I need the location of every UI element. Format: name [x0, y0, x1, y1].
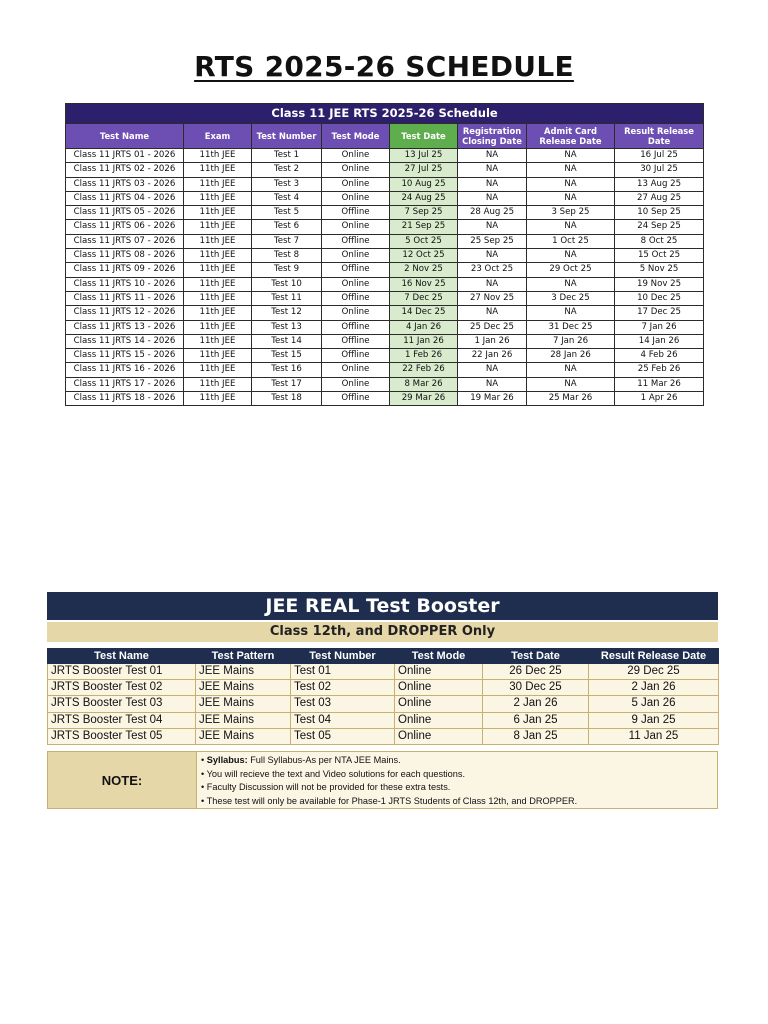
- table-cell: 3 Sep 25: [527, 206, 615, 220]
- table-cell: Online: [322, 306, 390, 320]
- booster-subtitle: Class 12th, and DROPPER Only: [47, 622, 718, 642]
- table-cell: 11th JEE: [184, 320, 252, 334]
- table-row: [66, 334, 704, 348]
- table-cell: Online: [322, 177, 390, 191]
- table-cell: 25 Mar 26: [527, 392, 615, 406]
- table-cell: JEE Mains: [196, 728, 291, 744]
- table-row: [48, 696, 719, 712]
- table-cell: 11th JEE: [184, 363, 252, 377]
- table-row: [66, 163, 704, 177]
- table-cell: 24 Sep 25: [615, 220, 704, 234]
- table-cell: 11th JEE: [184, 206, 252, 220]
- table-cell: Test 02: [291, 680, 395, 696]
- table-cell: 27 Aug 25: [615, 191, 704, 205]
- table-row: [66, 249, 704, 263]
- table-row: [66, 306, 704, 320]
- table-cell: NA: [458, 306, 527, 320]
- table-cell: 3 Dec 25: [527, 291, 615, 305]
- table-row: [66, 291, 704, 305]
- table-cell: 25 Feb 26: [615, 363, 704, 377]
- table-cell: 8 Mar 26: [390, 377, 458, 391]
- table-cell: Class 11 JRTS 03 - 2026: [66, 177, 184, 191]
- table-cell: Class 11 JRTS 06 - 2026: [66, 220, 184, 234]
- table-cell: Online: [322, 363, 390, 377]
- table-cell: Online: [395, 664, 483, 680]
- table-cell: 5 Oct 25: [390, 234, 458, 248]
- table-row: [66, 392, 704, 406]
- table-cell: Online: [322, 220, 390, 234]
- table-cell: Class 11 JRTS 15 - 2026: [66, 349, 184, 363]
- table-row: [66, 363, 704, 377]
- table-cell: 11th JEE: [184, 220, 252, 234]
- table-row: [48, 680, 719, 696]
- table-cell: NA: [527, 277, 615, 291]
- table-cell: Offline: [322, 334, 390, 348]
- table-cell: 16 Jul 25: [615, 149, 704, 163]
- booster-header-cell: Test Pattern: [196, 649, 291, 664]
- table-cell: Test 5: [252, 206, 322, 220]
- table-cell: Online: [322, 191, 390, 205]
- table-cell: 6 Jan 25: [483, 712, 589, 728]
- table-cell: 13 Jul 25: [390, 149, 458, 163]
- table-cell: 31 Dec 25: [527, 320, 615, 334]
- table-cell: Test 1: [252, 149, 322, 163]
- table-cell: 10 Dec 25: [615, 291, 704, 305]
- table-cell: NA: [527, 177, 615, 191]
- table-row: [66, 191, 704, 205]
- table-cell: 14 Dec 25: [390, 306, 458, 320]
- schedule-header-cell: Registration Closing Date: [458, 124, 527, 149]
- table-cell: Class 11 JRTS 13 - 2026: [66, 320, 184, 334]
- note-syllabus-label: Syllabus:: [206, 755, 248, 766]
- table-cell: NA: [458, 149, 527, 163]
- note-body: [197, 752, 717, 808]
- table-cell: Test 4: [252, 191, 322, 205]
- note-line-text: These test will only be available for Phase-1 JRTS Students of Class 12th, and DROPPER.: [206, 795, 578, 806]
- table-cell: Class 11 JRTS 07 - 2026: [66, 234, 184, 248]
- table-cell: 28 Jan 26: [527, 349, 615, 363]
- table-cell: Class 11 JRTS 08 - 2026: [66, 249, 184, 263]
- table-cell: 7 Jan 26: [527, 334, 615, 348]
- table-cell: NA: [458, 377, 527, 391]
- table-cell: 25 Sep 25: [458, 234, 527, 248]
- table-cell: 11th JEE: [184, 349, 252, 363]
- table-row: [48, 712, 719, 728]
- table-cell: 2 Jan 26: [483, 696, 589, 712]
- table-cell: JEE Mains: [196, 696, 291, 712]
- table-cell: 11th JEE: [184, 392, 252, 406]
- table-cell: 1 Oct 25: [527, 234, 615, 248]
- table-cell: 12 Oct 25: [390, 249, 458, 263]
- table-cell: 26 Dec 25: [483, 664, 589, 680]
- table-cell: Test 9: [252, 263, 322, 277]
- schedule-header-cell: Test Date: [390, 124, 458, 149]
- table-cell: NA: [458, 249, 527, 263]
- table-row: [66, 349, 704, 363]
- table-cell: 10 Aug 25: [390, 177, 458, 191]
- booster-header-cell: Test Mode: [395, 649, 483, 664]
- table-cell: 19 Mar 26: [458, 392, 527, 406]
- table-cell: NA: [458, 177, 527, 191]
- table-cell: 11 Jan 25: [589, 728, 719, 744]
- booster-title: JEE REAL Test Booster: [47, 592, 718, 620]
- booster-header-cell: Result Release Date: [589, 649, 719, 664]
- table-cell: Class 11 JRTS 01 - 2026: [66, 149, 184, 163]
- table-row: [48, 664, 719, 680]
- page-title: RTS 2025-26 SCHEDULE: [194, 50, 574, 83]
- table-cell: 17 Dec 25: [615, 306, 704, 320]
- table-cell: Class 11 JRTS 02 - 2026: [66, 163, 184, 177]
- table-cell: Offline: [322, 291, 390, 305]
- table-cell: Test 14: [252, 334, 322, 348]
- table-cell: 15 Oct 25: [615, 249, 704, 263]
- table-cell: 22 Jan 26: [458, 349, 527, 363]
- table-cell: 11th JEE: [184, 234, 252, 248]
- table-cell: Test 01: [291, 664, 395, 680]
- note-line-text: You will recieve the text and Video solutions for each questions.: [206, 768, 466, 779]
- table-cell: Online: [395, 696, 483, 712]
- schedule-header-cell: Test Number: [252, 124, 322, 149]
- table-cell: Online: [322, 277, 390, 291]
- table-cell: 5 Nov 25: [615, 263, 704, 277]
- note-line: • You will recieve the text and Video solutions for each questions.: [201, 768, 466, 779]
- table-cell: 11th JEE: [184, 334, 252, 348]
- table-row: [66, 177, 704, 191]
- table-cell: NA: [458, 191, 527, 205]
- table-cell: Offline: [322, 392, 390, 406]
- table-cell: 11th JEE: [184, 291, 252, 305]
- table-cell: Class 11 JRTS 09 - 2026: [66, 263, 184, 277]
- table-cell: 16 Nov 25: [390, 277, 458, 291]
- table-cell: NA: [527, 249, 615, 263]
- table-cell: Test 2: [252, 163, 322, 177]
- table-cell: Offline: [322, 234, 390, 248]
- table-cell: NA: [527, 306, 615, 320]
- table-cell: JRTS Booster Test 03: [48, 696, 196, 712]
- table-cell: Class 11 JRTS 16 - 2026: [66, 363, 184, 377]
- table-cell: Class 11 JRTS 10 - 2026: [66, 277, 184, 291]
- booster-section: [47, 592, 718, 809]
- table-cell: NA: [527, 363, 615, 377]
- table-cell: 11th JEE: [184, 249, 252, 263]
- table-cell: 7 Jan 26: [615, 320, 704, 334]
- table-cell: 24 Aug 25: [390, 191, 458, 205]
- table-row: [66, 149, 704, 163]
- table-cell: 11th JEE: [184, 377, 252, 391]
- table-cell: 8 Oct 25: [615, 234, 704, 248]
- table-cell: Test 7: [252, 234, 322, 248]
- table-cell: Offline: [322, 206, 390, 220]
- table-row: [66, 277, 704, 291]
- table-cell: Test 18: [252, 392, 322, 406]
- table-cell: 9 Jan 25: [589, 712, 719, 728]
- table-cell: NA: [458, 220, 527, 234]
- note-syllabus-line: • Syllabus: Full Syllabus-As per NTA JEE Mains.: [201, 755, 401, 766]
- table-cell: 27 Nov 25: [458, 291, 527, 305]
- table-cell: 8 Jan 25: [483, 728, 589, 744]
- table-cell: 28 Aug 25: [458, 206, 527, 220]
- table-row: [66, 220, 704, 234]
- table-cell: Test 16: [252, 363, 322, 377]
- table-cell: Test 6: [252, 220, 322, 234]
- table-cell: Class 11 JRTS 11 - 2026: [66, 291, 184, 305]
- table-cell: Test 03: [291, 696, 395, 712]
- table-cell: Class 11 JRTS 17 - 2026: [66, 377, 184, 391]
- table-cell: 11th JEE: [184, 163, 252, 177]
- table-cell: 13 Aug 25: [615, 177, 704, 191]
- table-cell: Online: [395, 680, 483, 696]
- table-cell: 11th JEE: [184, 277, 252, 291]
- table-cell: Test 10: [252, 277, 322, 291]
- table-cell: Online: [395, 728, 483, 744]
- table-cell: Test 13: [252, 320, 322, 334]
- table-cell: Class 11 JRTS 18 - 2026: [66, 392, 184, 406]
- table-cell: NA: [458, 363, 527, 377]
- table-cell: Online: [322, 163, 390, 177]
- schedule-header-cell: Test Name: [66, 124, 184, 149]
- table-cell: 22 Feb 26: [390, 363, 458, 377]
- table-row: [48, 728, 719, 744]
- schedule-header-cell: Exam: [184, 124, 252, 149]
- table-cell: Online: [322, 249, 390, 263]
- table-cell: 30 Dec 25: [483, 680, 589, 696]
- table-cell: NA: [527, 377, 615, 391]
- table-cell: JRTS Booster Test 04: [48, 712, 196, 728]
- table-cell: NA: [527, 149, 615, 163]
- table-cell: Class 11 JRTS 12 - 2026: [66, 306, 184, 320]
- table-cell: 11 Jan 26: [390, 334, 458, 348]
- table-cell: 11th JEE: [184, 177, 252, 191]
- table-cell: Online: [395, 712, 483, 728]
- table-cell: Test 17: [252, 377, 322, 391]
- table-row: [66, 234, 704, 248]
- table-cell: JRTS Booster Test 05: [48, 728, 196, 744]
- table-cell: Test 8: [252, 249, 322, 263]
- table-cell: 29 Oct 25: [527, 263, 615, 277]
- class11-schedule-table: [65, 103, 704, 406]
- table-cell: NA: [458, 277, 527, 291]
- table-cell: 29 Dec 25: [589, 664, 719, 680]
- table-cell: 7 Dec 25: [390, 291, 458, 305]
- table-cell: 23 Oct 25: [458, 263, 527, 277]
- schedule-caption: Class 11 JEE RTS 2025-26 Schedule: [66, 104, 704, 124]
- table-cell: Online: [322, 377, 390, 391]
- booster-header-cell: Test Date: [483, 649, 589, 664]
- table-cell: Offline: [322, 263, 390, 277]
- booster-note: [47, 751, 718, 809]
- table-cell: Class 11 JRTS 14 - 2026: [66, 334, 184, 348]
- table-cell: Class 11 JRTS 04 - 2026: [66, 191, 184, 205]
- table-cell: 2 Nov 25: [390, 263, 458, 277]
- table-cell: 11th JEE: [184, 263, 252, 277]
- table-cell: Test 11: [252, 291, 322, 305]
- table-cell: Online: [322, 149, 390, 163]
- table-cell: Test 3: [252, 177, 322, 191]
- table-cell: JEE Mains: [196, 680, 291, 696]
- table-cell: NA: [527, 220, 615, 234]
- schedule-header-cell: Test Mode: [322, 124, 390, 149]
- note-line: • Faculty Discussion will not be provided for these extra tests.: [201, 782, 451, 793]
- table-cell: 11 Mar 26: [615, 377, 704, 391]
- table-cell: 1 Jan 26: [458, 334, 527, 348]
- booster-header-cell: Test Number: [291, 649, 395, 664]
- booster-table: [47, 648, 719, 745]
- table-cell: 11th JEE: [184, 149, 252, 163]
- note-label: NOTE:: [48, 752, 197, 808]
- table-cell: 30 Jul 25: [615, 163, 704, 177]
- table-cell: Test 12: [252, 306, 322, 320]
- table-row: [66, 377, 704, 391]
- table-cell: Test 05: [291, 728, 395, 744]
- table-cell: 4 Feb 26: [615, 349, 704, 363]
- table-cell: JRTS Booster Test 01: [48, 664, 196, 680]
- class11-schedule-table-wrapper: [65, 103, 703, 406]
- table-row: [66, 206, 704, 220]
- table-cell: JEE Mains: [196, 712, 291, 728]
- table-cell: 1 Feb 26: [390, 349, 458, 363]
- schedule-header-cell: Admit Card Release Date: [527, 124, 615, 149]
- table-cell: 11th JEE: [184, 306, 252, 320]
- table-cell: 4 Jan 26: [390, 320, 458, 334]
- table-cell: Class 11 JRTS 05 - 2026: [66, 206, 184, 220]
- table-cell: 21 Sep 25: [390, 220, 458, 234]
- table-cell: 5 Jan 26: [589, 696, 719, 712]
- note-line: • These test will only be available for Phase-1 JRTS Students of Class 12th, and DROPPER.: [201, 795, 578, 806]
- table-cell: Offline: [322, 320, 390, 334]
- table-cell: Offline: [322, 349, 390, 363]
- table-cell: JEE Mains: [196, 664, 291, 680]
- table-cell: 19 Nov 25: [615, 277, 704, 291]
- table-cell: Test 04: [291, 712, 395, 728]
- table-cell: 29 Mar 26: [390, 392, 458, 406]
- table-cell: 7 Sep 25: [390, 206, 458, 220]
- booster-header-cell: Test Name: [48, 649, 196, 664]
- table-cell: 2 Jan 26: [589, 680, 719, 696]
- table-cell: 10 Sep 25: [615, 206, 704, 220]
- schedule-header-cell: Result Release Date: [615, 124, 704, 149]
- note-line-text: Faculty Discussion will not be provided for these extra tests.: [206, 782, 451, 793]
- table-row: [66, 320, 704, 334]
- table-cell: NA: [527, 163, 615, 177]
- table-row: [66, 263, 704, 277]
- table-cell: NA: [527, 191, 615, 205]
- note-syllabus-text: Full Syllabus-As per NTA JEE Mains.: [247, 755, 401, 766]
- table-cell: NA: [458, 163, 527, 177]
- table-cell: 11th JEE: [184, 191, 252, 205]
- table-cell: 25 Dec 25: [458, 320, 527, 334]
- table-cell: JRTS Booster Test 02: [48, 680, 196, 696]
- table-cell: 1 Apr 26: [615, 392, 704, 406]
- table-cell: Test 15: [252, 349, 322, 363]
- table-cell: 27 Jul 25: [390, 163, 458, 177]
- table-cell: 14 Jan 26: [615, 334, 704, 348]
